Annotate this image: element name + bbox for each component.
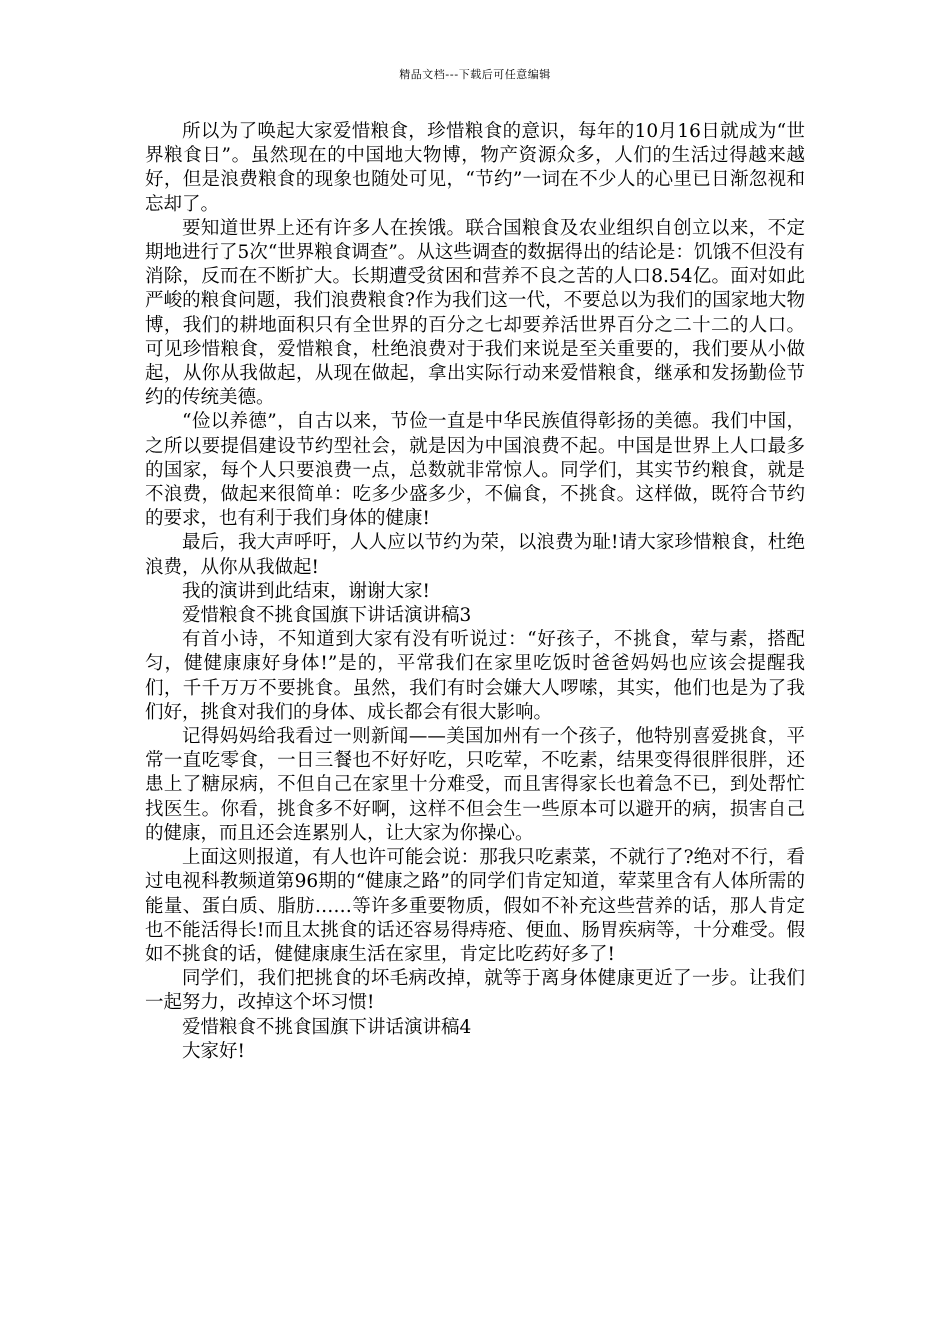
paragraph: 所以为了唤起大家爱惜粮食，珍惜粮食的意识，每年的10月16日就成为“世界粮食日”。虽然现在的中国地大物博，物产资源众多，人们的生活过得越来越好，但是浪费粮食的现象也随处可见，“节约”一词在不少人的心里已日渐忽视和忘却了。 <box>145 121 805 215</box>
paragraph: “俭以养德”，自古以来，节俭一直是中华民族值得彰扬的美德。我们中国，之所以要提倡建设节约型社会，就是因为中国浪费不起。中国是世界上人口最多的国家，每个人只要浪费一点，总数就非常惊人。同学们，其实节约粮食，就是不浪费，做起来很简单：吃多少盛多少，不偏食，不挑食。这样做，既符合节约的要求，也有利于我们身体的健康! <box>145 411 805 530</box>
paragraph: 同学们，我们把挑食的坏毛病改掉，就等于离身体健康更近了一步。让我们一起努力，改掉这个坏习惯! <box>145 968 805 1014</box>
paragraph: 记得妈妈给我看过一则新闻——美国加州有一个孩子，他特别喜爱挑食，平常一直吃零食，一日三餐也不好好吃，只吃荤，不吃素，结果变得很胖很胖，还患上了糖尿病，不但自己在家里十分难受，而且害得家长也着急不已，到处帮忙找医生。你看，挑食多不好啊，这样不但会生一些原本可以避开的病，损害自己的健康，而且还会连累别人，让大家为你操心。 <box>145 726 805 844</box>
paragraph: 有首小诗，不知道到大家有没有听说过：“好孩子，不挑食，荤与素，搭配匀，健健康康好身体!”是的，平常我们在家里吃饭时爸爸妈妈也应该会提醒我们，千千万万不要挑食。虽然，我们有时会嫌大人啰嗦，其实，他们也是为了我们好，挑食对我们的身体、成长都会有很大影响。 <box>145 629 805 723</box>
page-header: 精品文档---下载后可任意编辑 <box>399 68 551 81</box>
paragraph: 最后，我大声呼吁，人人应以节约为荣，以浪费为耻!请大家珍惜粮食，杜绝浪费，从你从我做起! <box>145 532 805 578</box>
section-title: 爱惜粮食不挑食国旗下讲话演讲稿4 <box>182 1016 472 1038</box>
paragraph: 大家好! <box>182 1040 245 1062</box>
section-title: 爱惜粮食不挑食国旗下讲话演讲稿3 <box>182 605 472 627</box>
document-body <box>145 120 805 1064</box>
paragraph: 上面这则报道，有人也许可能会说：那我只吃素菜，不就行了?绝对不行，看过电视科教频道第96期的“健康之路”的同学们肯定知道，荤菜里含有人体所需的能量、蛋白质、脂肪……等许多重要物质，假如不补充这些营养的话，那人肯定也不能活得长!而且太挑食的话还容易得痔疮、便血、肠胃疾病等，十分难受。假如不挑食的话，健健康康生活在家里，肯定比吃药好多了! <box>145 847 805 965</box>
paragraph: 要知道世界上还有许多人在挨饿。联合国粮食及农业组织自创立以来，不定期地进行了5次“世界粮食调查”。从这些调查的数据得出的结论是：饥饿不但没有消除，反而在不断扩大。长期遭受贫困和营养不良之苦的人口8.54亿。面对如此严峻的粮食问题，我们浪费粮食?作为我们这一代，不要总以为我们的国家地大物博，我们的耕地面积只有全世界的百分之七却要养活世界百分之二十二的人口。可见珍惜粮食，爱惜粮食，杜绝浪费对于我们来说是至关重要的，我们要从小做起，从你从我做起，从现在做起，拿出实际行动来爱惜粮食，继承和发扬勤俭节约的传统美德。 <box>145 217 805 409</box>
paragraph: 我的演讲到此结束，谢谢大家! <box>182 580 430 602</box>
